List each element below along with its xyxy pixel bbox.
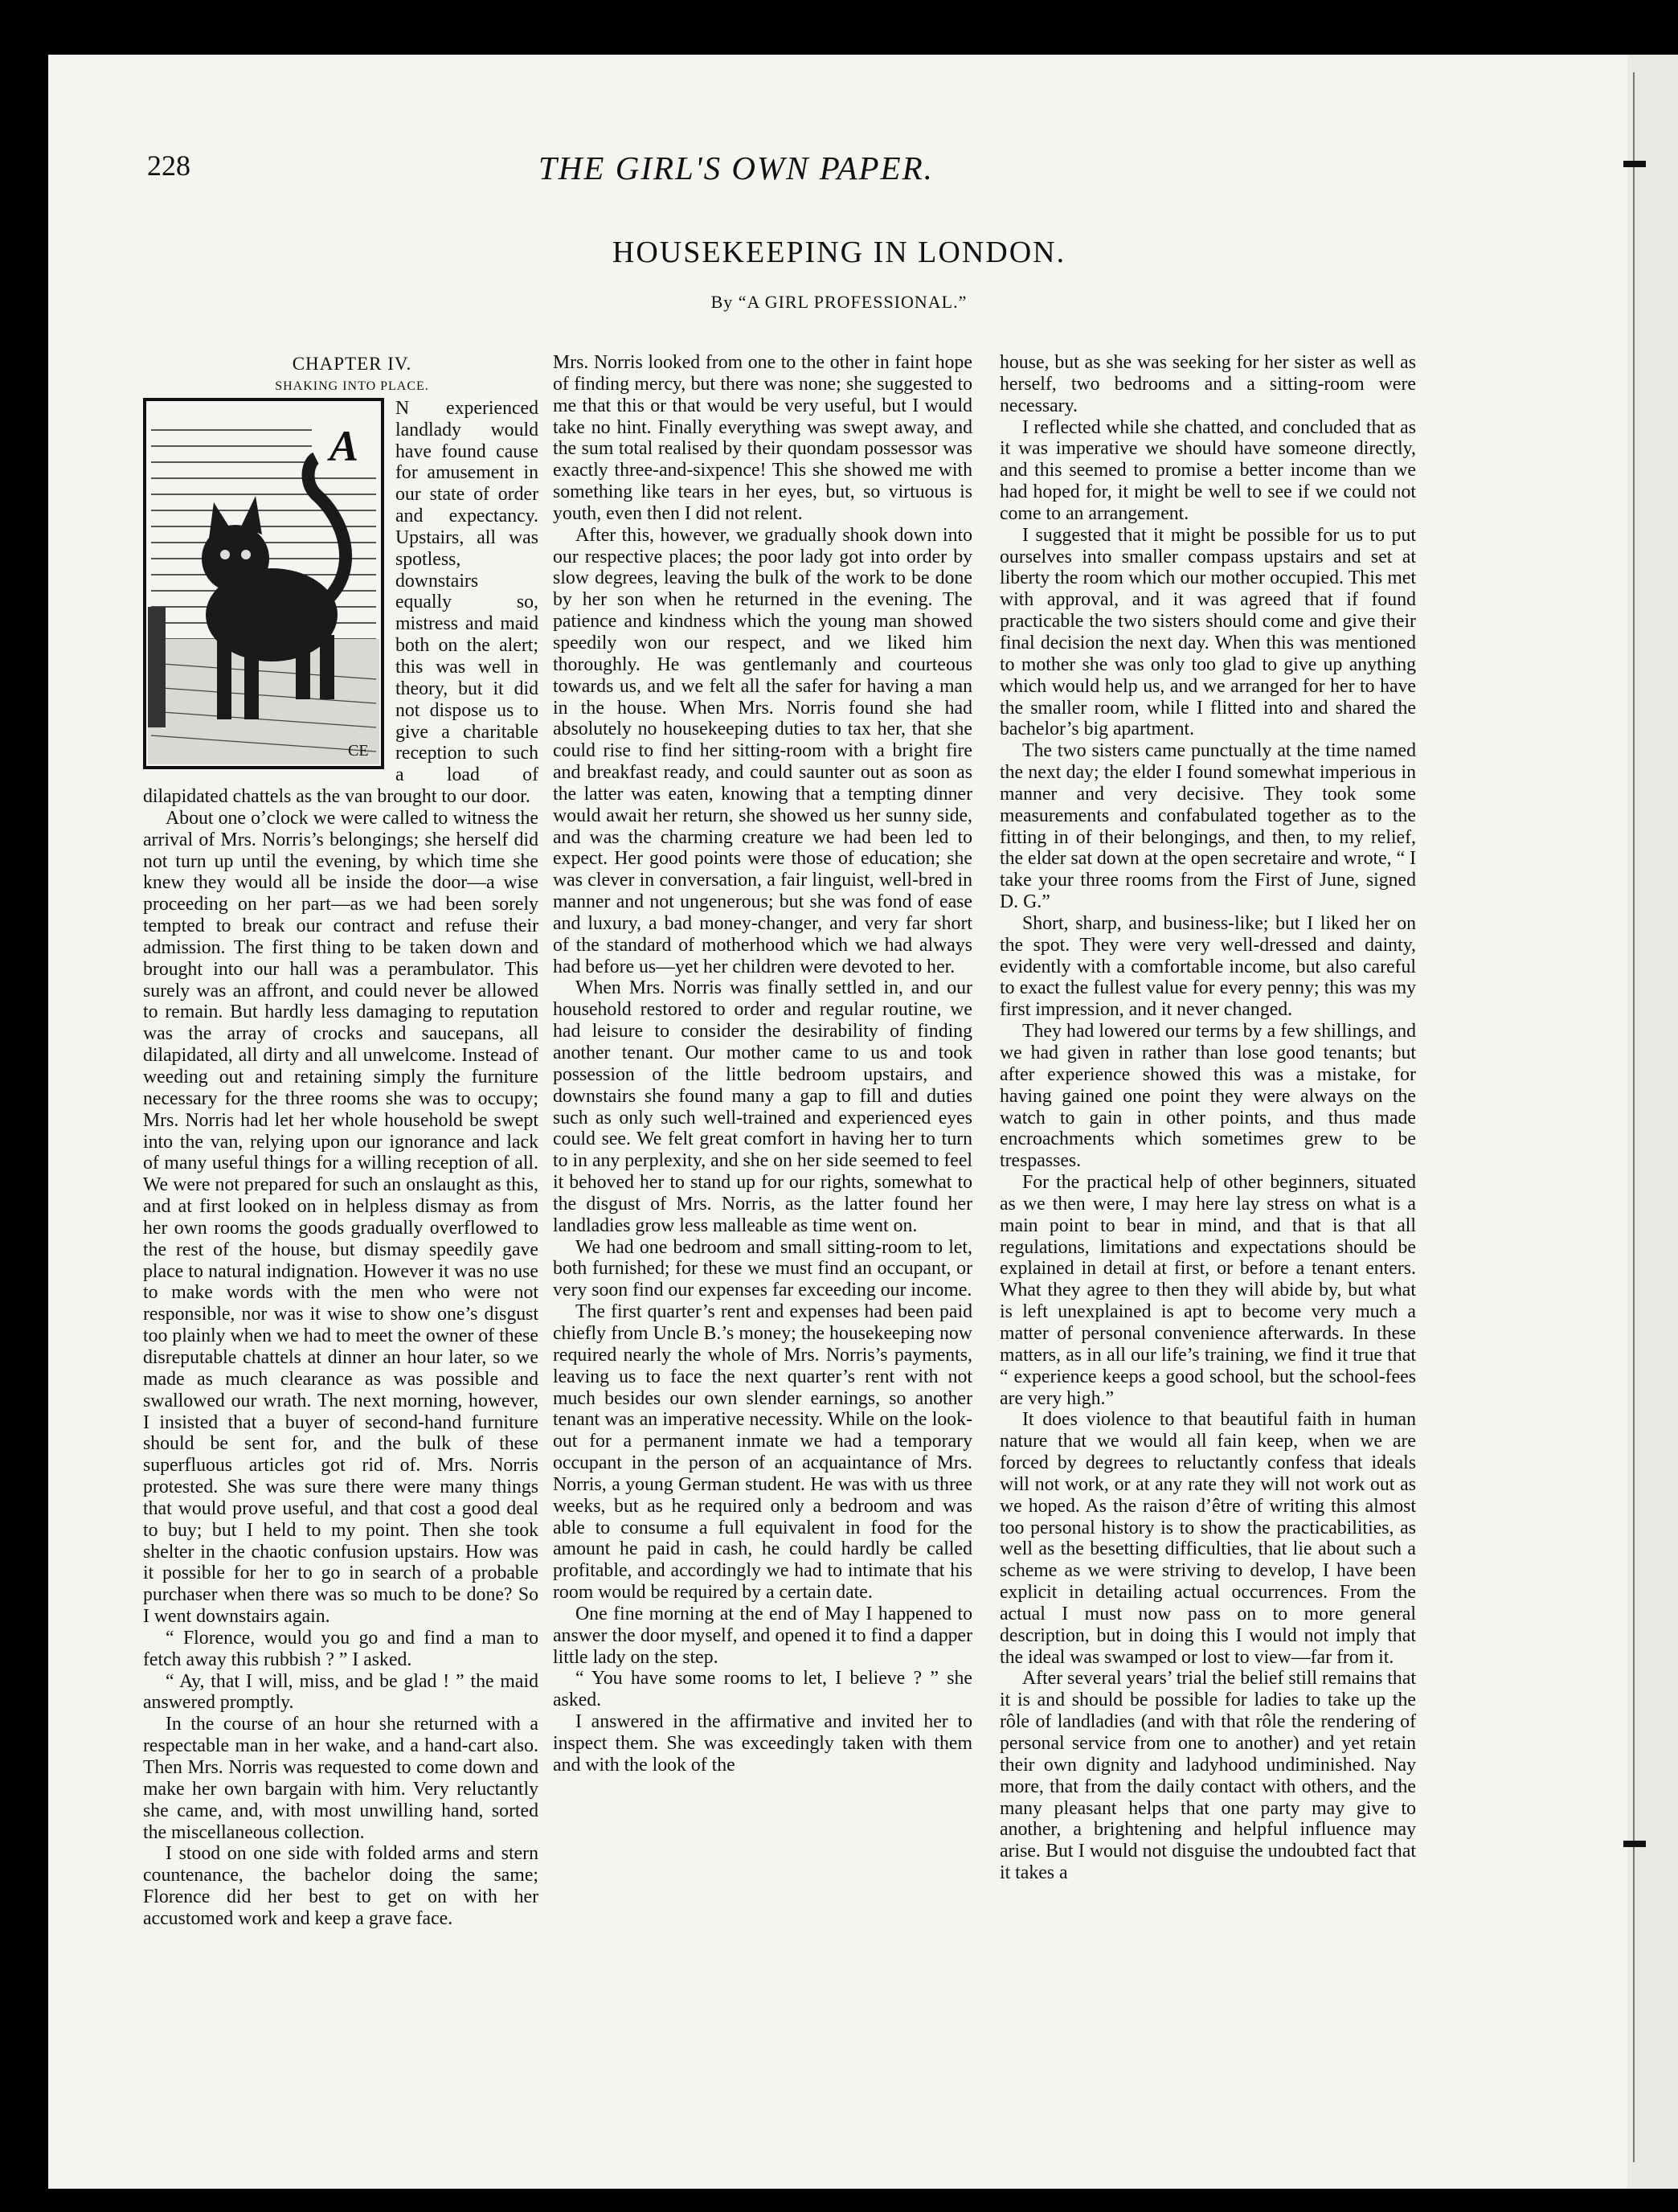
- paragraph: house, but as she was seeking for her sister as well as herself, two bedrooms and a sitting-room were necessary.: [1000, 352, 1416, 416]
- paragraph: I reflected while she chatted, and concluded that as it was imperative we should have someone directly, and this seemed to promise a better income than we had hoped for, it might be well to see if we could not come to an arrangement.: [1000, 416, 1416, 524]
- page-fold-line: [1633, 72, 1635, 2162]
- svg-text:CE: CE: [348, 741, 369, 760]
- cat-dropcap-illustration: [143, 398, 384, 769]
- paragraph: “ You have some rooms to let, I believe ? ” she asked.: [553, 1668, 972, 1711]
- paragraph: One fine morning at the end of May I happened to answer the door myself, and opened it to find a dapper little lady on the step.: [553, 1603, 972, 1668]
- paragraph: It does violence to that beautiful faith in human nature that we would all fain keep, when we are forced by degrees to reluctantly confess that ideals will not work, or at any rate they will not work out as we hoped. As the raison d’être of writing this almost too personal history is to show the practicabilities, as well as the besetting difficulties, that lie about such a scheme as we were striving to develop, I have been explicit in detailing actual occurrences. From the actual I must now pass on to more general description, but in doing this I would not imply that the ideal was swamped or lost to view—far from it.: [1000, 1409, 1416, 1668]
- paragraph: We had one bedroom and small sitting-room to let, both furnished; for these we must find an occupant, or very soon find our expenses far exceeding our income.: [553, 1236, 972, 1301]
- paragraph: About one o’clock we were called to witness the arrival of Mrs. Norris’s belongings; she herself did not turn up until the evening, by which time she knew they would all be inside the door—a wise proceeding on her part—as we had been sorely tempted to break our contract and refuse their admission. The first thing to be taken down and brought into our hall was a perambulator. This surely was an affront, and could never be allowed to remain. But hardly less damaging to reputation was the array of crocks and saucepans, all dilapidated, all dirty and all unwelcome. Instead of weeding out and retaining simply the furniture necessary for the three rooms she was to occupy; Mrs. Norris had let her whole household be swept into the van, relying upon our ignorance and lack of many useful things for a willing reception of all. We were not prepared for such an onslaught as this, and at first looked on in helpless dismay as from her own rooms the goods gradually overflowed to the rest of the house, but dismay speedily gave place to natural indignation. However it was no use to make words with the men who were not responsible, nor was it wise to show one’s disgust too plainly when we had to meet the owner of these disreputable chattels at dinner an hour later, so we made as much clearance as was possible and swallowed our wrath. The next morning, however, I insisted that a buyer of second-hand furniture should be sent for, and the bulk of these superfluous articles got rid of. Mrs. Norris protested. She was sure there were many things that would prove useful, and that cost a good deal to buy; but I held to my point. Then she took shelter in the chaotic confusion upstairs. How was it possible for her to go in search of a probable purchaser when there was so much to be done? So I went downstairs again.: [143, 807, 538, 1628]
- column-1: [143, 352, 538, 1930]
- column-2: [553, 352, 972, 1776]
- chapter-subtitle: SHAKING INTO PLACE.: [275, 379, 429, 393]
- dropcap-letter: A: [320, 422, 368, 470]
- column-3: [1000, 352, 1416, 1884]
- paragraph: In the course of an hour she returned with a respectable man in her wake, and a hand-cart also. Then Mrs. Norris was requested to come down and make her own bargain with him. Very reluctantly she came, and, with most unwilling hand, sorted the miscellaneous collection.: [143, 1714, 538, 1843]
- paragraph: The two sisters came punctually at the time named the next day; the elder I found somewhat imperious in manner and very decisive. They took some measurements and confabulated together as to the fitting in of their belongings, and then, to my relief, the elder sat down at the open secretaire and wrote, “ I take your three rooms from the First of June, signed D. G.”: [1000, 740, 1417, 913]
- paragraph: The first quarter’s rent and expenses had been paid chiefly from Uncle B.’s money; the housekeeping now required nearly the whole of Mrs. Norris’s payments, leaving us to face the next quarter’s rent with not much besides our own slender earnings, so another tenant was an imperative necessity. While on the look-out for a permanent inmate we had a temporary occupant in the person of an acquaintance of Mrs. Norris, a young German student. He was with us three weeks, but as he required only a bedroom and was able to consume a full equivalent in food for the amount he paid in cash, he could hardly be called profitable, and accordingly we had to intimate that his room would be required by a certain date.: [553, 1301, 972, 1604]
- chapter-heading: CHAPTER IV.: [292, 354, 412, 374]
- paragraph: After this, however, we gradually shook down into our respective places; the poor lady got into order by slow degrees, leaving the bulk of the work to be done by her son when he returned in the evening. The patience and kindness which the young man showed speedily won our respect, and we liked him thoroughly. He was gentlemanly and courteous towards us, and we felt all the safer for having a man in the house. When Mrs. Norris found she had absolutely no housekeeping duties to tax her, that she could rise to find her sitting-room with a bright fire and breakfast ready, and could saunter out as soon as the latter was eaten, knowing that a tempting dinner would await her return, she showed us her sunny side, and was the charming creature we had been led to expect. Her good points were those of education; she was clever in conversation, a fair linguist, well-bred in manner and not ungenerous; but she was fond of ease and luxury, a bad money-changer, and very far short of the standard of motherhood which we had always had before us—yet her children were devoted to her.: [553, 524, 972, 977]
- paragraph: I suggested that it might be possible for us to put ourselves into smaller compass upstairs and set at liberty the room which our mother occupied. This met with approval, and it was agreed that if found practicable the two sisters should come and give their final decision the next day. When this was mentioned to mother she was only too glad to give up anything which would help us, and we arranged for her to have the smaller room, while I flitted into and shared the bachelor’s big apartment.: [1000, 524, 1416, 740]
- edge-mark: [1623, 1841, 1646, 1847]
- running-head: [0, 149, 1678, 197]
- paragraph: After several years’ trial the belief still remains that it is and should be possible for ladies to take up the rôle of landladies (and with that rôle the rendering of personal service from one to another) and yet retain their own dignity and ladyhood undiminished. Nay more, that from the daily contact with others, and the many pleasant helps that one party may give to another, a brightening and helpful influence may arise. But I would not disguise the undoubted fact that it takes a: [1000, 1668, 1416, 1884]
- paragraph: For the practical help of other beginners, situated as we then were, I may here lay stress on what is a main point to bear in mind, and that is that all regulations, limitations and expectations should be explained in detail at first, or before a tenant enters. What they agree to then they will abide by, but what is left unexplained is apt to become very much a matter of personal convenience afterwards. In these matters, as in all our life’s training, we find it true that “ experience keeps a good school, but the school-fees are very high.”: [1000, 1172, 1416, 1409]
- paragraph: N experienced landlady would have found cause for amusement in our state of order and expectancy. Upstairs, all was spotless, downstairs equally so, mistress and maid both on the alert; this was well in theory, but it did not dispose us to give a charitable reception to such a load of dilapidated chattels as the van brought to our door.: [143, 397, 538, 808]
- paragraph: Short, sharp, and business-like; but I liked her on the spot. They were very well-dressed and dainty, evidently with a comfortable income, but also careful to exact the fullest value for every penny; this was my first impression, and it never changed.: [1000, 912, 1416, 1021]
- paragraph: I stood on one side with folded arms and stern countenance, the bachelor doing the same; Florence did her best to get on with her accustomed work and keep a grave face.: [143, 1843, 538, 1929]
- paragraph: They had lowered our terms by a few shillings, and we had given in rather than lose good tenants; but after experience showed this was a mistake, for having gained one point they were always on the watch to gain in other points, and thus made encroachments which sometimes grew to be trespasses.: [1000, 1021, 1416, 1172]
- paragraph: I answered in the affirmative and invited her to inspect them. She was exceedingly taken with them and with the look of the: [553, 1711, 972, 1776]
- paragraph: “ Florence, would you go and find a man to fetch away this rubbish ? ” I asked.: [143, 1627, 538, 1670]
- paragraph: “ Ay, that I will, miss, and be glad ! ” the maid answered promptly.: [143, 1670, 538, 1714]
- page-number: 228: [147, 150, 190, 182]
- facing-page-edge: [1627, 55, 1678, 2189]
- article-byline: By “A GIRL PROFESSIONAL.”: [710, 292, 968, 312]
- paragraph: When Mrs. Norris was finally settled in, and our household restored to order and regular routine, we had leisure to consider the desirability of finding another tenant. Our mother came to us and took possession of the little bedroom upstairs, and downstairs she found many a gap to fill and duties such as only such well-trained and experienced eyes could see. We felt great comfort in having her to turn to in any perplexity, and she on her side seemed to feel it behoved her to stand up for our rights, somewhat to the disgust of Mrs. Norris, as the latter found her landladies grow less malleable as time went on.: [553, 977, 972, 1236]
- journal-title: THE GIRL'S OWN PAPER.: [538, 150, 934, 186]
- paragraph: Mrs. Norris looked from one to the other in faint hope of finding mercy, but there was none; she suggested to me that this or that would be very useful, but I would take no hint. Finally everything was swept away, and the sum total realised by their quondam possessor was exactly three-and-sixpence! This she showed me with something like tears in her eyes, but, so virtuous is youth, even then I did not relent.: [553, 352, 972, 524]
- article-title: HOUSEKEEPING IN LONDON.: [612, 236, 1066, 269]
